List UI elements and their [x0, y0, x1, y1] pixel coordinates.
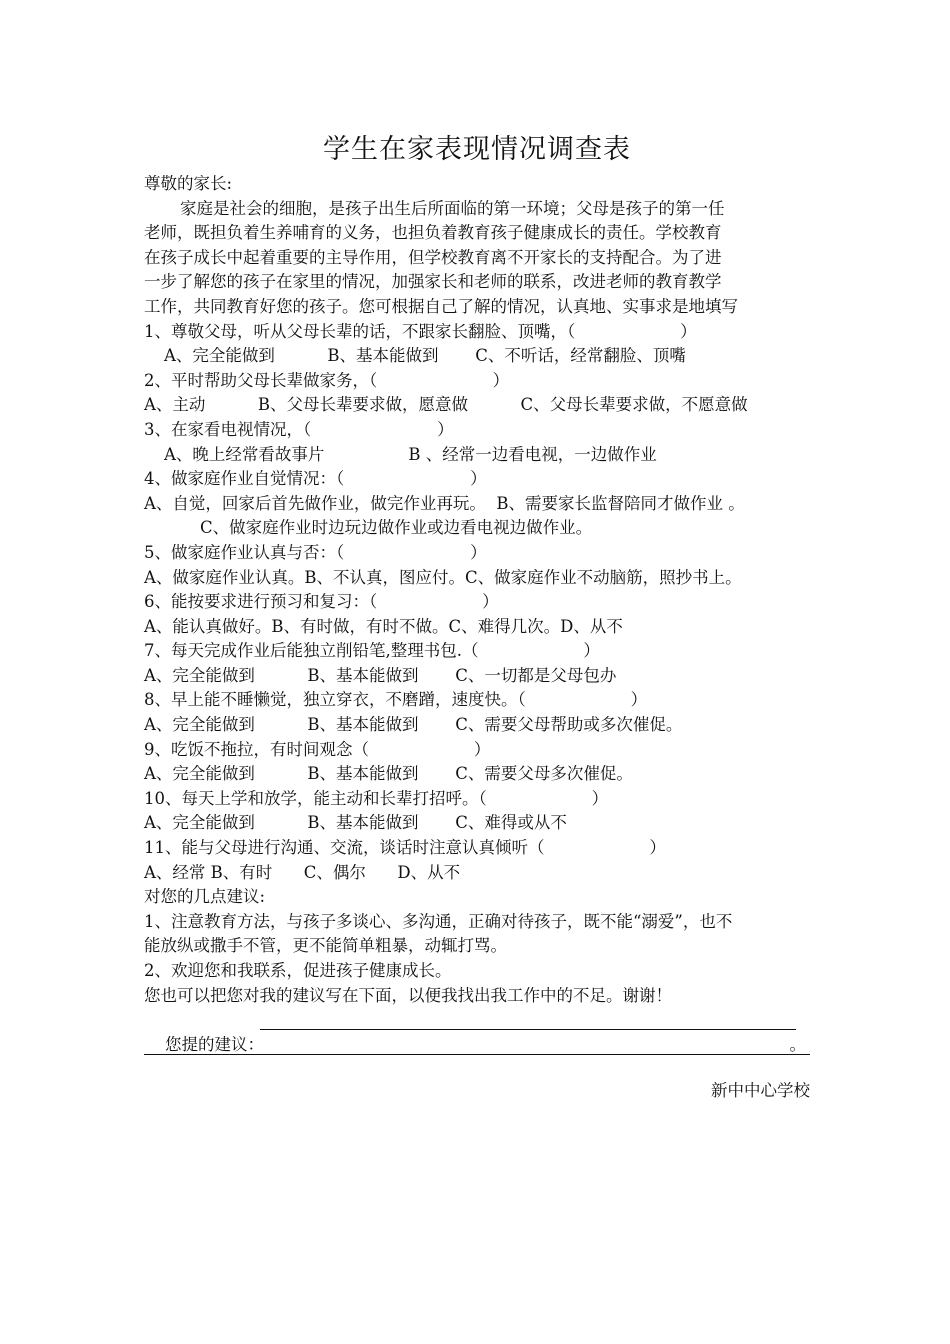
suggestion-line: [144, 1008, 810, 1054]
text-line: 6、能按要求进行预习和复习：（ ）: [144, 592, 499, 612]
suggestion-end-mark: 。: [789, 1034, 806, 1054]
text-line: A、自觉，回家后首先做作业，做完作业再玩。 B、需要家长监督陪同才做作业 。: [144, 493, 745, 513]
text-line: C、做家庭作业时边玩边做作业或边看电视边做作业。: [200, 518, 593, 538]
text-line: A、完全能做到 B、基本能做到 C、一切都是父母包办: [144, 665, 617, 685]
text-line: 11、能与父母进行沟通、交流，谈话时注意认真倾听（ ）: [144, 838, 666, 858]
text-line: 4、做家庭作业自觉情况：（ ）: [144, 469, 487, 489]
text-line: 家庭是社会的细胞，是孩子出生后所面临的第一环境；父母是孩子的第一任: [180, 198, 725, 218]
text-line: A、完全能做到 B、基本能做到 C、难得或从不: [144, 813, 567, 833]
text-line: A、完全能做到 B、基本能做到 C、不听话，经常翻脸、顶嘴: [164, 346, 686, 366]
text-line: 2、平时帮助父母长辈做家务，（ ）: [144, 370, 510, 390]
text-line: A、主动 B、父母长辈要求做，愿意做 C、父母长辈要求做，不愿意做: [144, 395, 748, 415]
text-line: 在孩子成长中起着重要的主导作用，但学校教育离不开家长的支持配合。为了进: [144, 247, 722, 267]
text-line: 5、做家庭作业认真与否：（ ）: [144, 542, 487, 562]
school-signature: 新中中心学校: [711, 1081, 810, 1101]
text-line: 10、每天上学和放学，能主动和长辈打招呼。（ ）: [144, 788, 609, 808]
text-line: A、晚上经常看故事片 B 、经常一边看电视，一边做作业: [164, 444, 657, 464]
text-line: 1、尊敬父母，听从父母长辈的话，不跟家长翻脸、顶嘴，（ ）: [144, 321, 697, 341]
document-title: 学生在家表现情况调查表: [323, 134, 631, 165]
document-body: [144, 172, 810, 1008]
text-line: 对您的几点建议:: [144, 887, 266, 907]
text-line: 尊敬的家长:: [144, 174, 233, 193]
suggestion-label: 您提的建议：: [164, 1034, 264, 1054]
text-line: 7、每天完成作业后能独立削铅笔,整理书包.（ ）: [144, 641, 600, 661]
text-line: 一步了解您的孩子在家里的情况，加强家长和老师的联系，改进老师的教育教学: [144, 272, 722, 292]
text-line: 能放纵或撒手不管，更不能简单粗暴，动辄打骂。: [144, 936, 507, 956]
suggestion-blank-1[interactable]: [260, 1029, 796, 1030]
text-line: 您也可以把您对我的建议写在下面，以便我找出我工作中的不足。谢谢！: [144, 985, 672, 1005]
survey-document: [144, 130, 810, 1104]
text-line: A、经常 B、有时 C、偶尔 D、从不: [144, 862, 461, 882]
text-line: 老师，既担负着生养哺育的义务，也担负着教育孩子健康成长的责任。学校教育: [144, 223, 722, 243]
suggestion-blank-2[interactable]: [144, 1054, 810, 1055]
text-line: A、完全能做到 B、基本能做到 C、需要父母多次催促。: [144, 764, 633, 784]
text-line: 2、欢迎您和我联系，促进孩子健康成长。: [144, 961, 452, 980]
text-line: A、做家庭作业认真。B、不认真，图应付。C、做家庭作业不动脑筋，照抄书上。: [144, 567, 742, 587]
text-line: A、完全能做到 B、基本能做到 C、需要父母帮助或多次催促。: [144, 715, 683, 735]
text-line: 8、早上能不睡懒觉，独立穿衣，不磨蹭，速度快。（ ）: [144, 690, 648, 710]
text-line: 3、在家看电视情况，（ ）: [144, 419, 454, 439]
text-line: 1、注意教育方法，与孩子多谈心、多沟通，正确对待孩子，既不能“溺爱”，也不: [144, 911, 733, 931]
text-line: 9、吃饭不拖拉，有时间观念（ ）: [144, 739, 491, 759]
text-line: A、能认真做好。B、有时做，有时不做。C、难得几次。D、从不: [144, 616, 623, 636]
suggestion-line-2: [144, 1033, 810, 1058]
text-line: 工作，共同教育好您的孩子。您可根据自己了解的情况，认真地、实事求是地填写: [144, 296, 738, 316]
